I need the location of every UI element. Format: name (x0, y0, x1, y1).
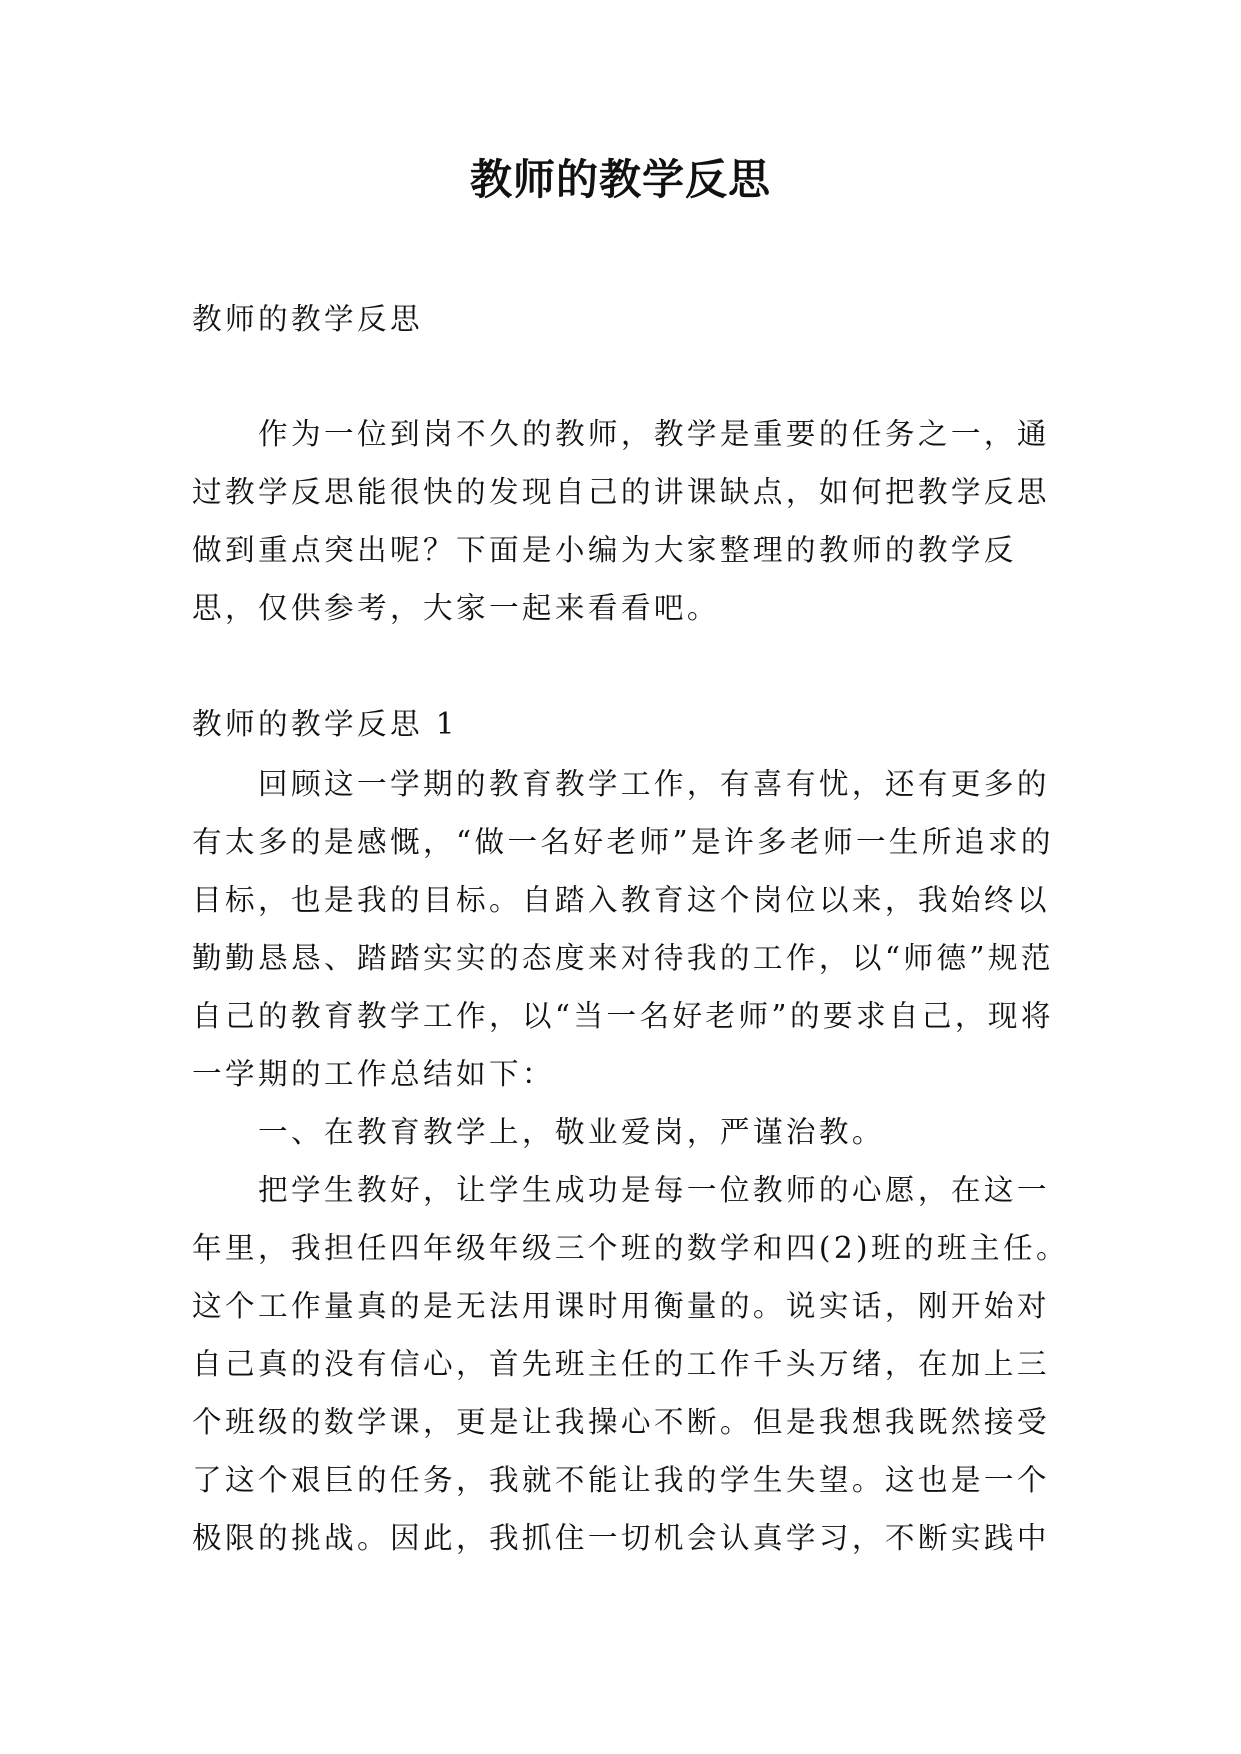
section-paragraph: 一、在教育教学上，敬业爱岗，严谨治教。 (258, 1115, 885, 1149)
section-paragraph: 回顾这一学期的教育教学工作，有喜有忧，还有更多的有太多的是感慨，“做一名好老师”是许多老师一生所追求的目标，也是我的目标。自踏入教育这个岗位以来，我始终以勤勤恳恳、踏踏实实的态度来对待我的工作，以“师德”规范自己的教育教学工作，以“当一名好老师”的要求自己，现将一学期的工作总结如下： (192, 767, 1054, 1091)
document-subtitle: 教师的教学反思 (192, 302, 423, 336)
section-paragraph: 把学生教好，让学生成功是每一位教师的心愿，在这一年里，我担任四年级年级三个班的数学和四(2)班的班主任。这个工作量真的是无法用课时用衡量的。说实话，刚开始对自己真的没有信心，首先班主任的工作千头万绪，在加上三个班级的数学课，更是让我操心不断。但是我想我既然接受了这个艰巨的任务，我就不能让我的学生失望。这也是一个极限的挑战。因此，我抓住一切机会认真学习，不断实践中 (192, 1173, 1069, 1555)
intro-paragraph: 作为一位到岗不久的教师，教学是重要的任务之一，通过教学反思能很快的发现自己的讲课缺点，如何把教学反思做到重点突出呢？下面是小编为大家整理的教师的教学反思，仅供参考，大家一起来看看吧。 (192, 417, 1050, 625)
document-title: 教师的教学反思 (469, 155, 771, 204)
section-body (192, 755, 1072, 1567)
section-heading: 教师的教学反思 1 (192, 707, 458, 741)
